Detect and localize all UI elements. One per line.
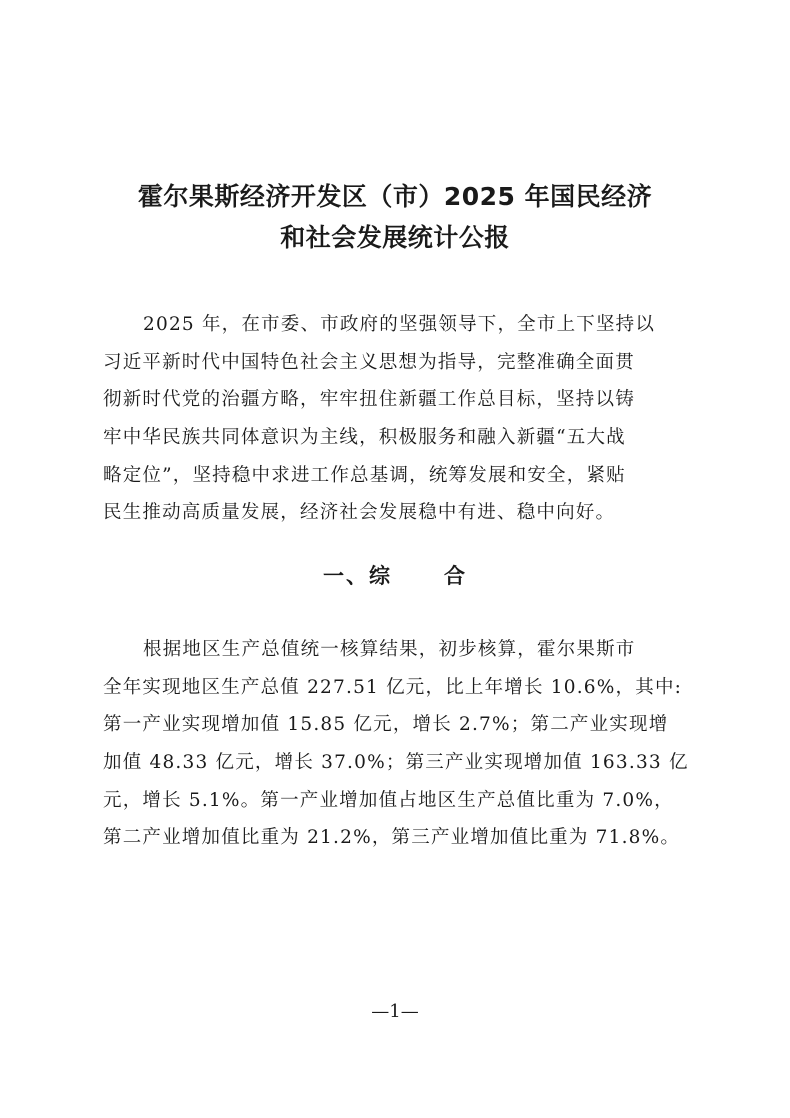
section-heading-general: [0, 561, 790, 591]
report-title-line-1: 霍尔果斯经济开发区（市）2025 年国民经济: [137, 182, 653, 211]
section-heading-part-1: 一、综: [323, 564, 392, 588]
report-title-line-2: 和社会发展统计公报: [280, 223, 510, 252]
paragraph-line: 元，增长 5.1%。第一产业增加值占地区生产总值比重为 7.0%，: [103, 789, 674, 811]
intro-paragraph: [103, 306, 693, 532]
paragraph-line: 加值 48.33 亿元，增长 37.0%；第三产业实现增加值 163.33 亿: [103, 752, 689, 774]
page-number: —1—: [371, 1001, 419, 1022]
paragraph-line: 习近平新时代中国特色社会主义思想为指导，完整准确全面贯: [103, 351, 635, 373]
paragraph-line: 第二产业增加值比重为 21.2%，第三产业增加值比重为 71.8%。: [103, 827, 681, 849]
paragraph-line: 彻新时代党的治疆方略，牢牢扭住新疆工作总目标，坚持以铸: [103, 389, 635, 411]
paragraph-line: 第一产业实现增加值 15.85 亿元，增长 2.7%；第二产业实现增: [103, 714, 669, 736]
paragraph-line: 2025 年，在市委、市政府的坚强领导下，全市上下坚持以: [143, 314, 656, 335]
paragraph-line: 民生推动高质量发展，经济社会发展稳中有进、稳中向好。: [103, 502, 616, 524]
gdp-paragraph: [103, 631, 693, 857]
paragraph-line: 根据地区生产总值统一核算结果，初步核算，霍尔果斯市: [143, 639, 636, 660]
paragraph-line: 全年实现地区生产总值 227.51 亿元，比上年增长 10.6%，其中:: [103, 676, 683, 698]
paragraph-line: 牢中华民族共同体意识为主线，积极服务和融入新疆“五大战: [103, 427, 626, 449]
paragraph-line: 略定位”，坚持稳中求进工作总基调，统筹发展和安全，紧贴: [103, 464, 626, 486]
section-heading-part-2: 合: [444, 564, 467, 588]
